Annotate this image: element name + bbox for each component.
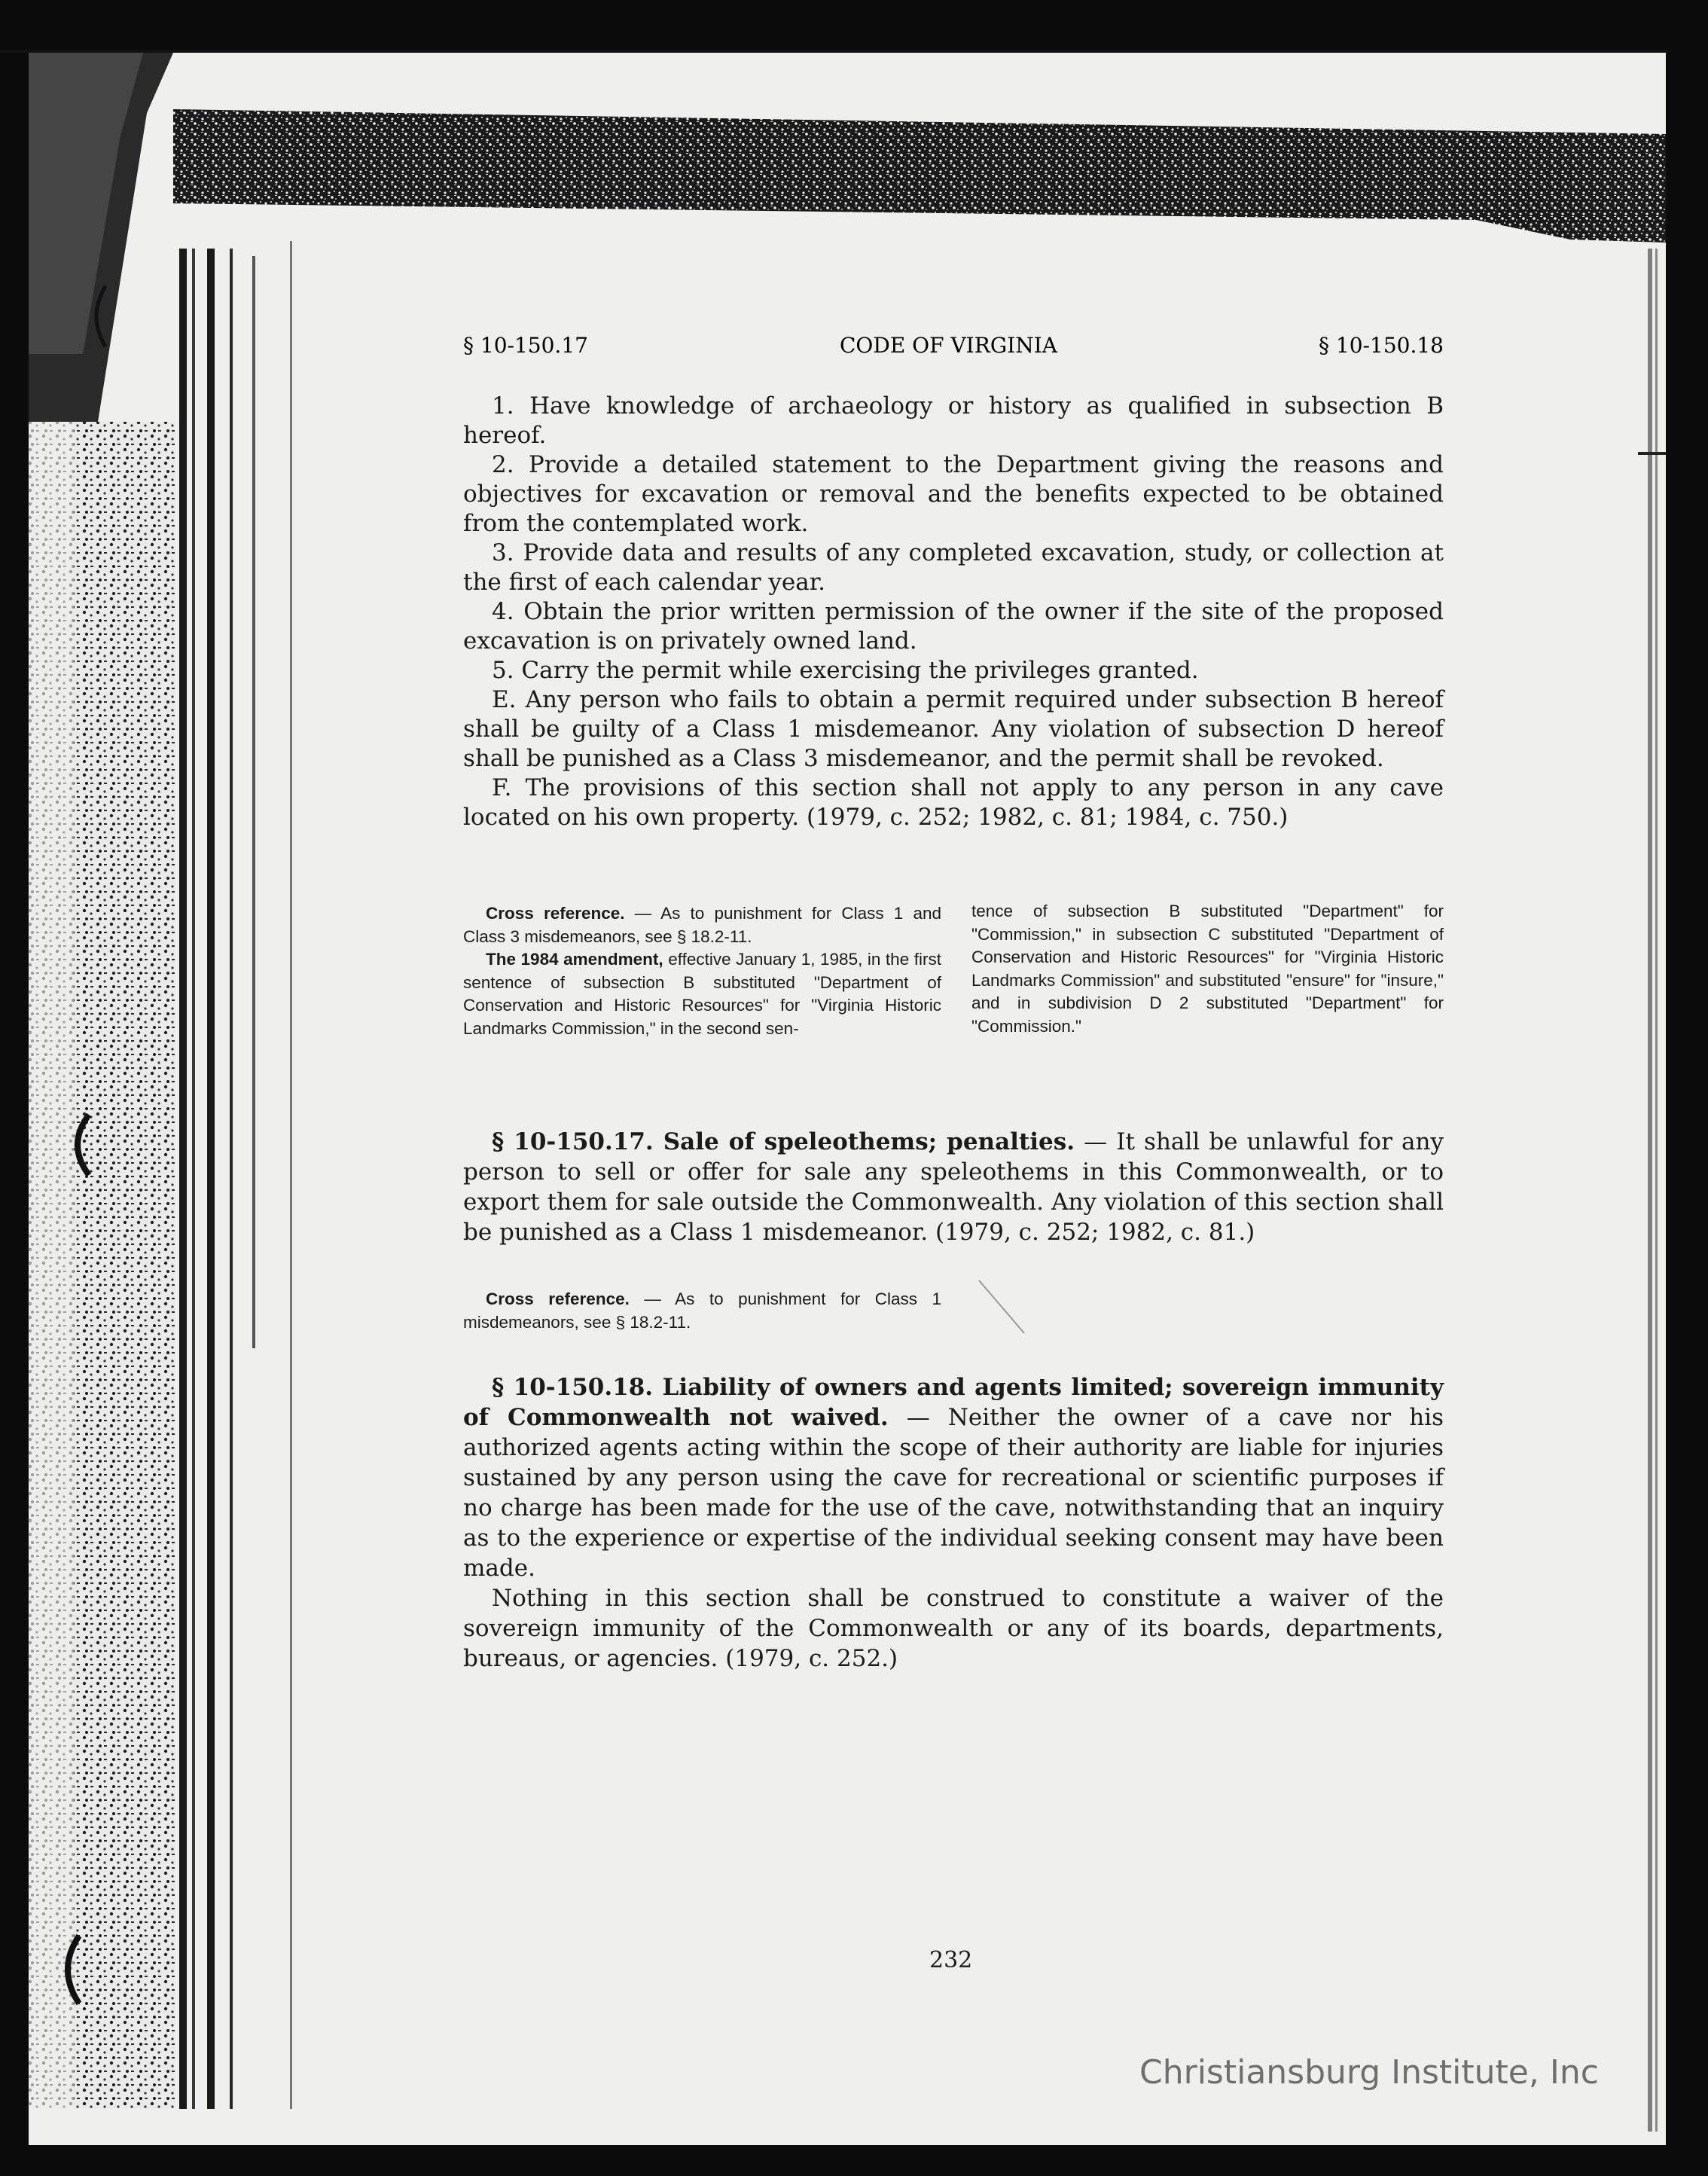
annotation-section-17 — [463, 1288, 941, 1334]
amendment-continued-text: tence of subsection B substituted "Department" for "Commission," in subsection C substituted "Department of Conservation and Historic Resources" for "Virginia Historic Landmarks Commission" and substituted "ensure" for "insure," and in subdivision D 2 substituted "Department" for "Commission." — [971, 902, 1444, 1036]
running-header — [463, 333, 1444, 363]
section-text: — Neither the owner of a cave nor his authorized agents acting within the scope of their authority are liable for injuries sustained by any person using the cave for recreational or scientific purposes if no charge has been made for the use of the cave, notwithstanding that an inquiry as to the experience or expertise of the individual seeking consent may have been made. — [463, 1404, 1444, 1582]
paragraph: 5. Carry the permit while exercising the privileges granted. — [492, 657, 1199, 684]
cross-reference-text: — As to punishment for Class 1 and Class 3 misdemeanors, see § 18.2-11. — [463, 904, 941, 946]
section-heading: § 10-150.18. Liability of owners and agents limited; sovereign immunity of Commonwealth not waived. — [463, 1374, 1444, 1431]
section-10-150-17 — [463, 1127, 1444, 1247]
cross-reference-label: Cross reference. — [486, 904, 625, 923]
paragraph: 1. Have knowledge of archaeology or history as qualified in subsection B hereof. — [463, 392, 1444, 449]
paragraph: F. The provisions of this section shall not apply to any person in any cave located on his own property. (1979, c. 252; 1982, c. 81; 1984, c. 750.) — [463, 774, 1444, 831]
paragraph: 2. Provide a detailed statement to the Department giving the reasons and objectives for excavation or removal and the benefits expected to be obtained from the contemplated work. — [463, 451, 1444, 537]
annotation-left-column — [463, 902, 941, 1040]
page-number: 232 — [929, 1947, 973, 1973]
amendment-label: The 1984 amendment, — [486, 950, 663, 969]
watermark-text: Christiansburg Institute, Inc — [1139, 2053, 1599, 2092]
header-left: § 10-150.17 — [463, 333, 588, 358]
paper — [29, 51, 1666, 2145]
paragraph: 4. Obtain the prior written permission of the owner if the site of the proposed excavation is on privately owned land. — [463, 598, 1444, 655]
header-center: CODE OF VIRGINIA — [840, 333, 1058, 358]
paragraph: E. Any person who fails to obtain a permit required under subsection B hereof shall be guilty of a Class 1 misdemeanor. Any violation of subsection D hereof shall be punished as a Class 3 misdemeanor, and the permit shall be revoked. — [463, 686, 1444, 772]
section-paragraph: Nothing in this section shall be construed to constitute a waiver of the sovereign immunity of the Commonwealth or any of its boards, departments, bureaus, or agencies. (1979, c. 252.) — [463, 1585, 1444, 1672]
annotation-right-column — [971, 900, 1444, 1038]
section-heading: § 10-150.17. Sale of speleothems; penalties. — [492, 1128, 1075, 1155]
header-right: § 10-150.18 — [1319, 333, 1444, 358]
paragraph: 3. Provide data and results of any completed excavation, study, or collection at the first of each calendar year. — [463, 539, 1444, 596]
main-text — [463, 392, 1444, 832]
cross-reference-text: — As to punishment for Class 1 misdemeanors, see § 18.2-11. — [463, 1289, 941, 1332]
cross-reference-label: Cross reference. — [486, 1289, 630, 1308]
section-text: — It shall be unlawful for any person to sell or offer for sale any speleothems in this Commonwealth, or to export them for sale outside the Commonwealth. Any violation of this section shall be punished as a Class 1 misdemeanor. (1979, c. 252; 1982, c. 81.) — [463, 1128, 1444, 1246]
section-10-150-18 — [463, 1372, 1444, 1674]
amendment-text: effective January 1, 1985, in the first sentence of subsection B substituted "Department of Conservation and Historic Resources" for "Virginia Historic Landmarks Commission," in the second sen- — [463, 950, 941, 1038]
